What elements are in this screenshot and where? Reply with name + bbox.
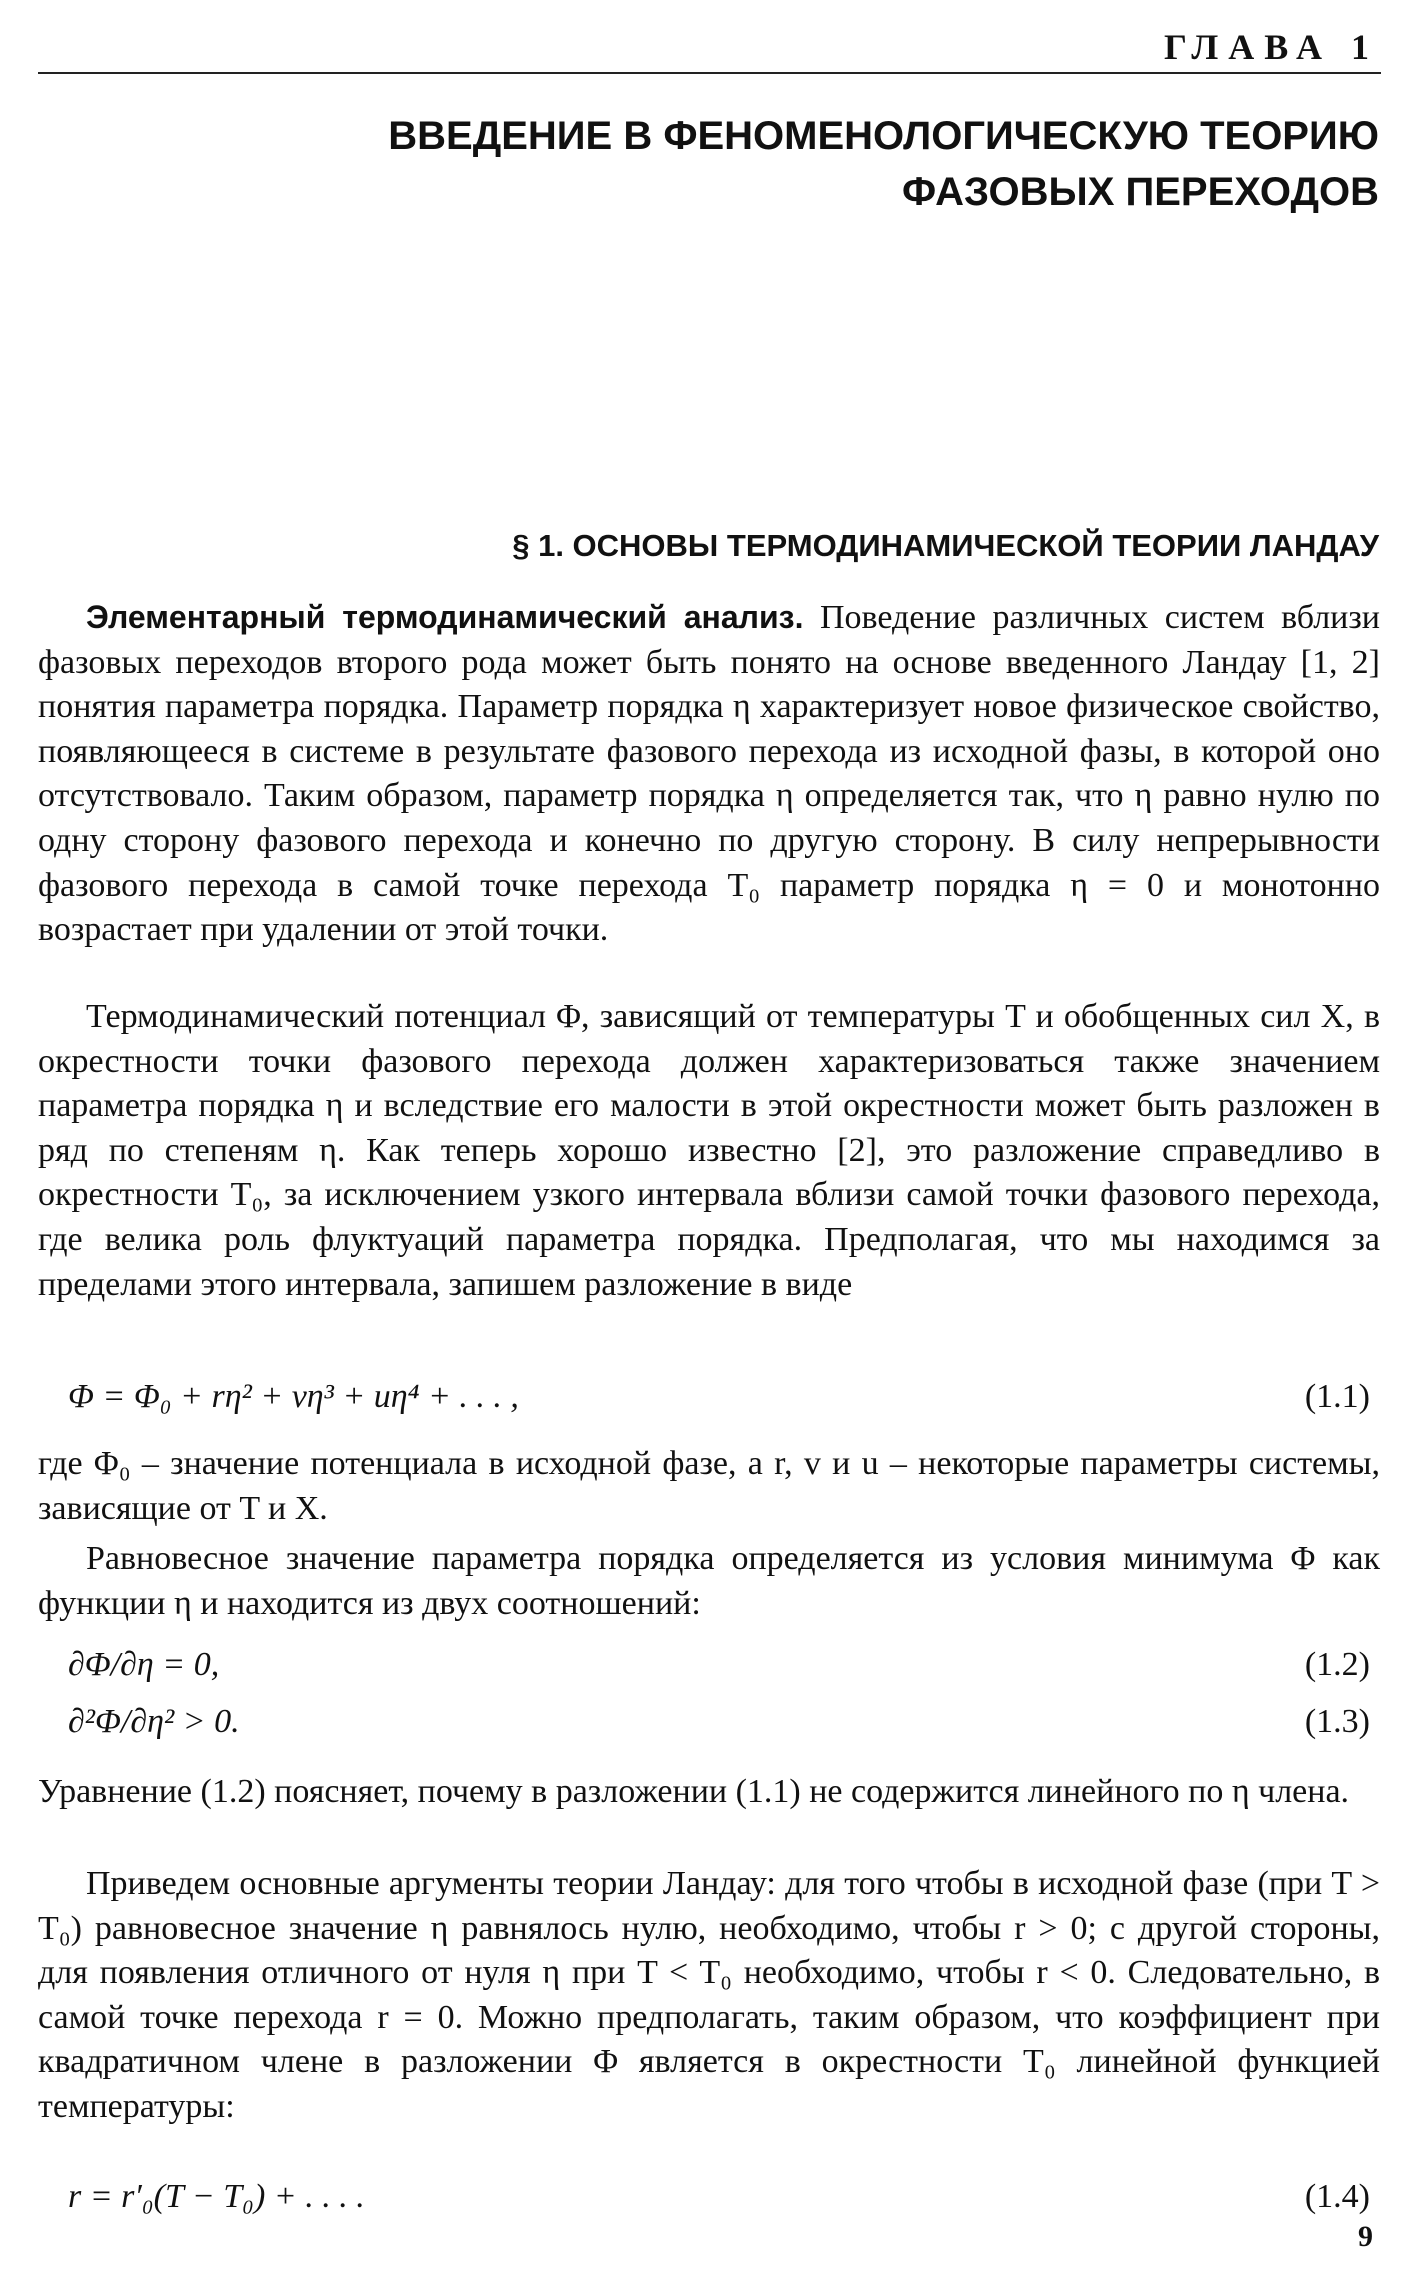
paragraph-2: Термодинамический потенциал Φ, зависящий от температуры T и обобщенных сил X, в окрестности точки фазового перехода должен характеризоваться также значением параметра порядка η и вследствие его малости в этой окрестности может быть разложен в ряд по степеням η. Как теперь хорошо известно [2], это разложение справедливо в окрестности T₀, за исключением узкого интервала вблизи самой точки фазового перехода, где велика роль флуктуаций параметра порядка. Предполагая, что мы находимся за пределами этого интервала, запишем разложение в виде [38,998,1380,1303]
equation-number: (1.2) [1304,1646,1370,1683]
equation-number: (1.3) [1304,1703,1370,1740]
paragraph-6: Приведем основные аргументы теории Ландау: для того чтобы в исходной фазе (при T > T₀) равновесное значение η равнялось нулю, необходимо, чтобы r > 0; с другой стороны, для появления отличного от нуля η при T < T₀ необходимо, чтобы r < 0. Следовательно, в самой точке перехода r = 0. Можно предполагать, таким образом, что коэффициент при квадратичном члене в разложении Φ является в окрестности T₀ линейной функцией температуры: [38,1865,1380,2125]
equation-1-3 [38,1700,1380,1744]
paragraph-3: где Φ₀ – значение потенциала в исходной фазе, а r, v и u – некоторые параметры системы, зависящие от T и X. [38,1445,1380,1527]
paragraph-1 [38,595,1380,953]
equation-text: r = r′₀(T − T₀) + . . . . [68,2178,365,2215]
header-rule [38,72,1381,74]
equation-number: (1.4) [1304,2178,1370,2215]
equation-text: Φ = Φ₀ + rη² + vη³ + uη⁴ + . . . , [68,1378,519,1415]
paragraph-4: Равновесное значение параметра порядка определяется из условия минимума Φ как функции η и находится из двух соотношений: [38,1540,1380,1622]
paragraph-5: Уравнение (1.2) поясняет, почему в разложении (1.1) не содержится линейного по η члена. [38,1773,1350,1810]
equation-text: ∂²Φ/∂η² > 0. [68,1703,240,1740]
equation-text: ∂Φ/∂η = 0, [68,1646,220,1683]
section-heading: § 1. ОСНОВЫ ТЕРМОДИНАМИЧЕСКОЙ ТЕОРИИ ЛАНДАУ [512,528,1379,563]
equation-1-4 [38,2175,1380,2219]
chapter-title-line1: ВВЕДЕНИЕ В ФЕНОМЕНОЛОГИЧЕСКУЮ ТЕОРИЮ [388,114,1379,158]
equation-1-1 [38,1375,1380,1419]
page-number: 9 [1358,2220,1373,2253]
equation-number: (1.1) [1304,1378,1370,1415]
chapter-title [79,108,1379,220]
chapter-title-line2: ФАЗОВЫХ ПЕРЕХОДОВ [901,170,1379,214]
equation-1-2 [38,1643,1380,1687]
paragraph-lead: Элементарный термодинамический анализ. [86,599,804,635]
paragraph-1-text: Поведение различных систем вблизи фазовых переходов второго рода может быть понято на основе введенного Ландау [1, 2] понятия параметра порядка. Параметр порядка η характеризует новое физическое свойство, появляющееся в системе в результате фазового перехода из исходной фазы, в которой оно отсутствовало. Таким образом, параметр порядка η определяется так, что η равно нулю по одну сторону фазового перехода и конечно по другую сторону. В силу непрерывности фазового перехода в самой точке перехода T₀ параметр порядка η = 0 и монотонно возрастает при удалении от этой точки. [38,599,1380,949]
chapter-label: ГЛАВА 1 [1163,27,1379,67]
